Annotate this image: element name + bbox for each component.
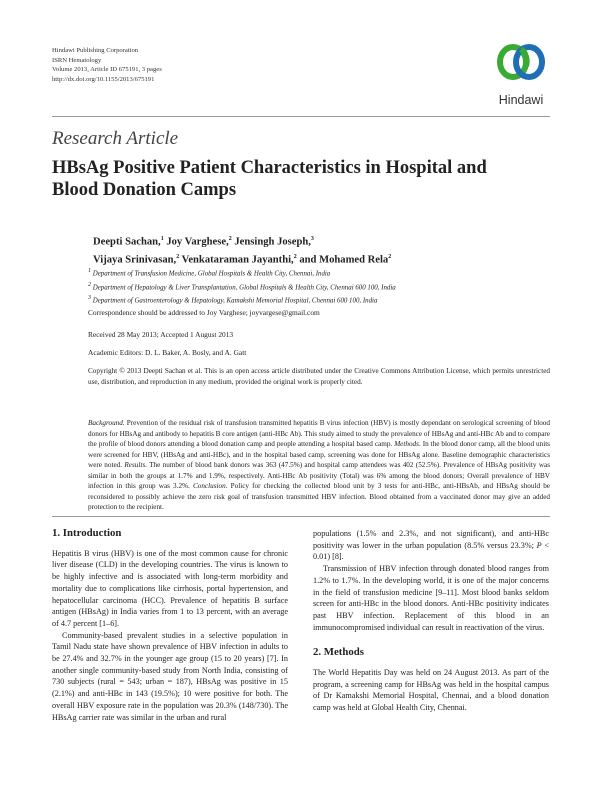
p-value-symbol: P	[536, 540, 542, 550]
methods-paragraph: The World Hepatitis Day was held on 24 August 2013. As part of the program, a screening camp for HBsAg was held in the hospital campus of Dr Kamakshi Memorial Hospital, Chennai, and a blood donation camp was held at Global Health City, Chennai.	[313, 668, 549, 713]
intro-paragraph: Community-based prevalent studies in a selective population in Tamil Nadu state have shown prevalence of HBV infection in adults to be 27.4% and 32.7% in the younger age group (15 to 20 years) [7]. In another single community-based study from North India, consisting of 730 subjects (rural = 543; urban = 187), HBsAg was positive in 15 (2.1%) and anti-HBc in 143 (19.5%); 10 were positive for both. The overall HBV exposure rate in the population was 20.3% (148/730). The HBsAg carrier rate was similar in the urban and rural	[52, 630, 288, 722]
author-name: Deepti Sachan,	[93, 236, 161, 248]
affiliation-text: Department of Hepatology & Liver Transplantation, Global Hospitals & Health City, Chennai 600 100, India	[91, 283, 396, 291]
author-line-1	[93, 232, 533, 250]
hindawi-rings-icon	[492, 38, 550, 90]
author-name: Vijaya Srinivasan,	[93, 254, 177, 266]
author-affil-mark: 3	[310, 236, 314, 242]
intro-paragraph-continued	[313, 528, 549, 563]
section-heading-introduction: 1. Introduction	[52, 527, 122, 539]
author-affil-mark: 2	[388, 254, 392, 261]
abstract	[88, 418, 550, 513]
author-name: Venkataraman Jayanthi,	[179, 254, 294, 266]
received-accepted-dates: Received 28 May 2013; Accepted 1 August 2013	[88, 330, 234, 339]
author-name: Joy Varghese,	[163, 236, 229, 248]
academic-editors: Academic Editors: D. L. Baker, A. Bosly, and A. Gatt	[88, 348, 247, 357]
affiliation-item	[88, 293, 548, 307]
author-name: Jensingh Joseph,	[231, 236, 311, 248]
copyright-notice: Copyright © 2013 Deepti Sachan et al. This is an open access article distributed under the Creative Commons Attribution License, which permits unrestricted use, distribution, and reproduction in any medium, provided the original work is properly cited.	[88, 367, 550, 386]
affiliation-text: Department of Transfusion Medicine, Global Hospitals & Health City, Chennai, India	[91, 270, 331, 278]
intro-paragraph: Transmission of HBV infection through donated blood ranges from 1.2% to 1.7%. In the developing world, it is one of the major concerns in the field of transfusion medicine [9–11]. Most blood banks seldom screen for anti-HBc in the blood donors. Anti-HBc positivity indicates past HBV infection. Replacement of this blood in an immunocompromised individual can result in reactivation of the virus.	[313, 564, 549, 632]
volume-info: Volume 2013, Article ID 675191, 3 pages	[52, 66, 162, 74]
publisher-name: Hindawi Publishing Corporation	[52, 47, 139, 54]
abstract-label-results: Results	[124, 461, 146, 469]
affiliations	[88, 266, 548, 307]
affiliation-text: Department of Gastroenterology & Hepatology, Kamakshi Memorial Hospital, Chennai 600 100, India	[91, 297, 378, 305]
author-list	[93, 232, 533, 268]
abstract-label-background: Background	[88, 419, 123, 427]
abstract-background: . Prevention of the residual risk of transfusion transmitted hepatitis B virus infection (HBV) is mostly dependant on serological screening of blood donors for HBsAg and antibody to hepatitis B core antigen (anti-HBc Ab). This study aimed to study the prevalence of HBsAg and anti-HBc Ab and to compare the profile of blood donors attending a blood donation camp and people attending a hospital based camp.	[88, 419, 550, 448]
column-right	[313, 528, 549, 714]
author-affil-mark: 2	[228, 236, 232, 242]
affiliation-mark: 1	[88, 268, 91, 274]
journal-header	[52, 46, 162, 84]
doi-link[interactable]: http://dx.doi.org/10.1155/2013/675191	[52, 75, 155, 83]
abstract-label-methods: Methods	[394, 440, 419, 448]
intro-paragraph: Hepatitis B virus (HBV) is one of the most common cause for chronic liver disease (CLD) in the developing countries. The virus is known to be highly infective and is associated with long-term morbidity and mortality due to complications like cirrhosis, portal hypertension, and hepatocellular carcinoma (HCC). Prevalence of hepatitis B surface antigen (HBsAg) in India varies from 1 to 13 percent, with an average of 4.7 percent [1–6].	[52, 548, 288, 628]
abstract-divider	[52, 516, 550, 517]
abstract-methods: . In the blood donor camp, all the blood units were screened for HBV, (HBsAg and anti-HBc), and in the hospital based camp, screening was done for HBsAg alone. Baseline demographic characteristics were noted.	[88, 440, 550, 469]
section-heading-methods: 2. Methods	[313, 646, 364, 659]
hindawi-wordmark: Hindawi	[498, 93, 544, 107]
affiliation-item	[88, 266, 548, 280]
author-affil-mark: 2	[293, 254, 297, 261]
intro-text: populations (1.5% and 2.3%, and not significant), and anti-HBc positivity was lower in the urban population (8.5% versus 23.3%;	[313, 529, 549, 550]
abstract-label-conclusion: Conclusion	[192, 482, 226, 490]
author-name: and Mohamed Rela	[296, 254, 389, 266]
header-divider	[52, 116, 550, 117]
section-spacer	[313, 633, 549, 647]
affiliation-mark: 2	[88, 281, 91, 288]
abstract-conclusion: . Policy for checking the collected blood unit by 3 tests for anti-HBc, anti-HBsAb, and HBsAg should be reconsidered to possibly achieve the zero risk goal of transfusion transmitted HBV infection. Blood obtained from a vaccinated donor may give an added protection to the recipient.	[88, 482, 550, 511]
hindawi-logo	[492, 38, 550, 110]
author-affil-mark: 1	[160, 236, 164, 242]
intro-text: < 0.01) [8].	[313, 540, 550, 562]
article-title: HBsAg Positive Patient Characteristics in Hospital and Blood Donation Camps	[52, 158, 487, 200]
abstract-results: . The number of blood bank donors was 363 (47.5%) and hospital camp attendees was 402 (52.5%). Prevalence of HBsAg positivity was similar in both the groups at 1.7% and 1.9%, respectively. Anti-HBc Ab positivity (Total) was 6% among the blood donors; Overall prevalence of HBV infection in this group was 3.2%.	[88, 461, 550, 490]
affiliation-mark: 3	[88, 295, 91, 302]
column-left	[52, 528, 288, 723]
journal-name: ISRN Hematology	[52, 56, 102, 64]
affiliation-item	[88, 280, 548, 294]
article-type: Research Article	[52, 128, 179, 149]
correspondence-line: Correspondence should be addressed to Joy Varghese; joyvargese@gmail.com	[88, 308, 320, 317]
author-affil-mark: 2	[176, 254, 180, 261]
